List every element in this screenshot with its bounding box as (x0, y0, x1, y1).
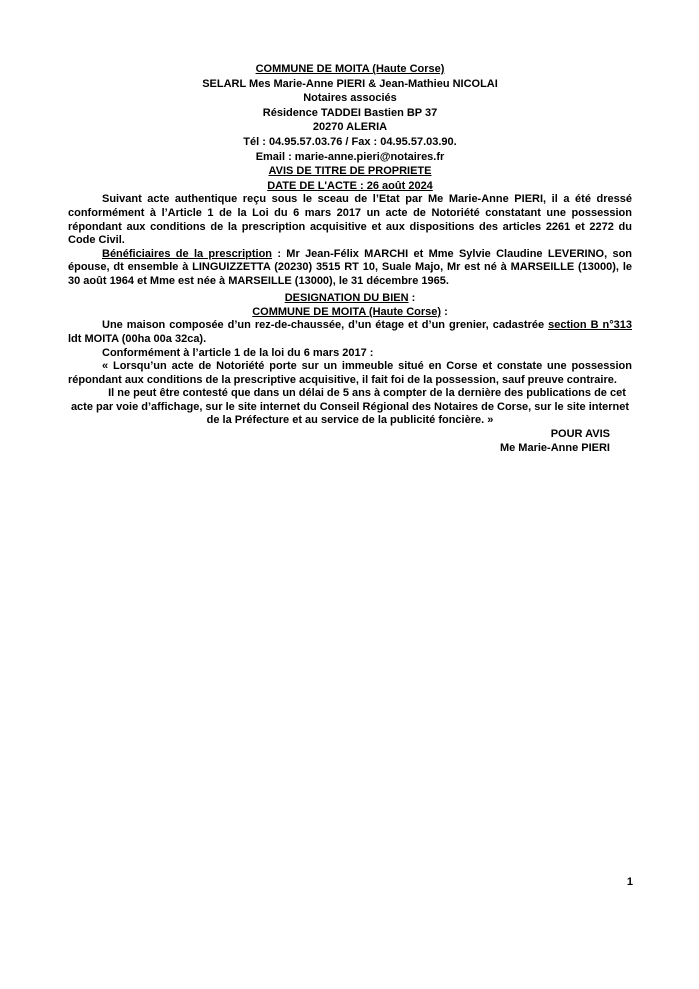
letterhead-email-line: Email : marie-anne.pieri@notaires.fr (255, 150, 445, 163)
letterhead-address-line: Résidence TADDEI Bastien BP 37 (262, 106, 438, 119)
designation-commune-text: COMMUNE DE MOITA (Haute Corse) (252, 305, 442, 318)
designation-heading-suffix: : (408, 291, 416, 304)
paragraph-beneficiaries (68, 248, 632, 289)
signature-line-pour-avis: POUR AVIS (550, 428, 610, 441)
property-text-after: ldt MOITA (00ha 00a 32ca). (68, 332, 207, 345)
paragraph-property-description (68, 319, 632, 346)
act-date-text: DATE DE L'ACTE : 26 août 2024 (267, 179, 433, 192)
beneficiaries-text: : Mr Jean-Félix MARCHI et Mme Sylvie Claudine LEVERINO, son épouse, dt ensemble à LINGUIZZETTA (20230) 3515 RT 10, Suale Majo, Mr est né à MARSEILLE (13000), le 30 août 1964 et Mme est née à MARSEILLE (13000), le 31 décembre 1965. (68, 247, 633, 287)
letterhead (68, 62, 632, 164)
designation-commune-suffix: : (441, 305, 448, 318)
act-date-title (68, 179, 632, 194)
designation-heading-text: DESIGNATION DU BIEN (284, 291, 409, 304)
letterhead-firm-line: SELARL Mes Marie-Anne PIERI & Jean-Mathieu NICOLAI (202, 77, 498, 90)
designation-heading (68, 291, 632, 305)
letterhead-role-line: Notaires associés (303, 92, 397, 105)
property-text-before: Une maison composée d’un rez-de-chaussée, d’un étage et d’un grenier, cadastrée (102, 319, 549, 332)
letterhead-city-line: 20270 ALERIA (312, 121, 388, 134)
paragraph-contest-period: Il ne peut être contesté que dans un délai de 5 ans à compter de la dernière des publications de cet acte par voie d’affichage, sur le site internet du Conseil Régional des Notaires de Corse, sur le site internet de la Préfecture et au service de la publicité foncière. » (70, 387, 630, 427)
paragraph-act-description: Suivant acte authentique reçu sous le sceau de l’Etat par Me Marie-Anne PIERI, il a été dressé conformément à l’Article 1 de la Loi du 6 mars 2017 un acte de Notoriété constatant une possession répondant aux conditions de la prescription acquisitive et aux dispositions des articles 2261 et 2272 du Code Civil. (68, 193, 632, 247)
beneficiaries-label: Bénéficiaires de la prescription (102, 247, 273, 260)
letterhead-commune-line (68, 62, 632, 77)
letterhead-commune-text: COMMUNE DE MOITA (Haute Corse) (255, 63, 445, 75)
letterhead-phone-line: Tél : 04.95.57.03.76 / Fax : 04.95.57.03.90. (243, 135, 457, 148)
designation-commune (68, 305, 632, 319)
page-number: 1 (626, 876, 633, 888)
notice-title (68, 164, 632, 179)
paragraph-law-intro: Conformément à l’article 1 de la loi du 6 mars 2017 : (102, 346, 374, 359)
signature-line-notary-name: Me Marie-Anne PIERI (499, 441, 610, 454)
signature-block (68, 428, 632, 456)
property-cadastral-reference: section B n°313 (548, 319, 632, 332)
document-content (68, 62, 632, 456)
notice-title-text: AVIS DE TITRE DE PROPRIETE (268, 165, 432, 178)
paragraph-quotation: « Lorsqu’un acte de Notoriété porte sur un immeuble situé en Corse et constate une possession répondant aux conditions de la prescriptive acquisitive, il fait foi de la possession, sauf preuve contraire. (68, 360, 632, 386)
